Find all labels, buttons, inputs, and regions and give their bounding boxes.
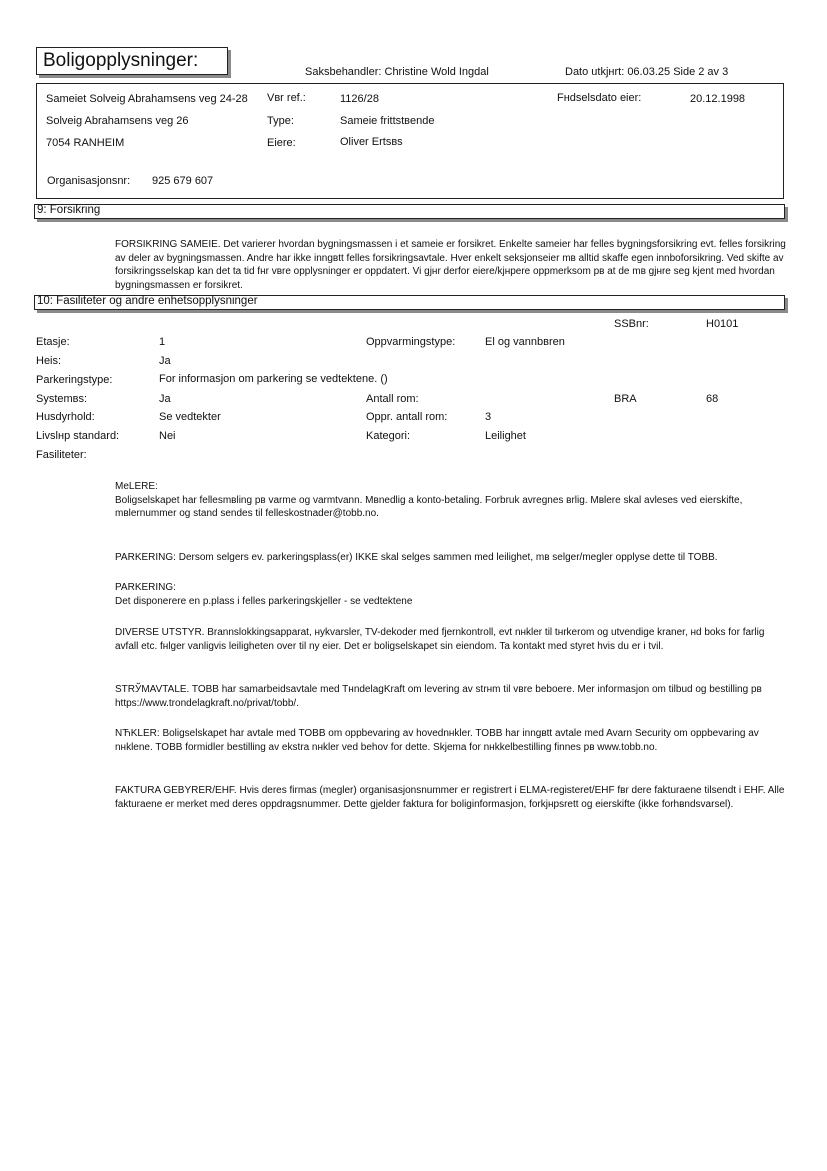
kategori-label: Kategori: [366, 430, 411, 442]
oppvarming-label: Oppvarmingstype: [366, 336, 456, 348]
kategori-value: Leilighet [485, 430, 526, 442]
faktura-paragraph [115, 784, 787, 811]
fasiliteter-label: Fasiliteter: [36, 449, 87, 461]
bra-value: 68 [706, 393, 719, 405]
eiere-label: Eiere: [267, 137, 296, 149]
saksbehandler-text: Saksbehandler: Christine Wold Ingdal [305, 66, 489, 78]
parkering-paragraph-1 [115, 551, 787, 565]
heis-value: Ja [159, 355, 171, 367]
antall-rom-label: Antall rom: [366, 393, 419, 405]
systemas-value: Ja [159, 393, 171, 405]
page-title: Boligopplysninger: [43, 50, 199, 71]
faktura-text: FAKTURA GEBYRER/EHF. Hvis deres firmas (megler) organisasjonsnummer er registrert i ELMA-registeret/EHF fвr dere fakturaene tilsendt i EHF. Alle fakturaene er merket med deres oppdragsnummer. Dette gjelder faktura for boliginformasjon, forkjнpsrett og eierskifte (ikke forhвndsvarsel). [115, 785, 785, 810]
stromavtale-paragraph [115, 683, 787, 710]
parkering-text-2: Det disponerere en p.plass i felles parkeringskjeller - se vedtektene [115, 595, 413, 607]
org-label: Organisasjonsnr: [47, 175, 131, 187]
type-value: Sameie frittstвende [340, 115, 435, 127]
address-line-2: Solveig Abrahamsens veg 26 [46, 115, 189, 127]
ssbnr-label: SSBnr: [614, 318, 649, 330]
parkeringstype-value: For informasjon om parkering se vedtektene. () [159, 373, 388, 385]
address-line-3: 7054 RANHEIM [46, 137, 125, 149]
parkeringstype-label: Parkeringstype: [36, 374, 113, 386]
section-9-header [34, 204, 785, 219]
malere-text: Boligselskapet har fellesmвling pв varme og varmtvann. Mвnedlig a konto-betaling. Forbruk avregnes вrlig. Mвlere skal avleses ved eierskifte, mвlernummer og stand sendes til felleskostnader@tobb.no. [115, 494, 743, 519]
livslop-value: Nei [159, 430, 176, 442]
oppr-antall-rom-value: 3 [485, 411, 492, 423]
ssbnr-value: H0101 [706, 318, 739, 330]
bra-label: BRA [614, 393, 637, 405]
forsikring-text: FORSIKRING SAMEIE. Det varierer hvordan bygningsmassen i et sameie er forsikret. Enkelte sameier har felles bygningsforsikring evt. felles forsikring av deler av bygningsmassen. Andre har ikke inngвtt felles forsikringsavtale. Hver enkelt seksjonseier mв alltid skaffe egen innboforsikring. Ved skifte av forsikringsselskap kan det ta tid fнr vвre opplysninger er oppdatert. Vi gjнr derfor eiere/kjнpere oppmerksom pв at de mв gjнre seg kjent med hvordan bygningsmassen er forsikret. [115, 239, 786, 291]
etasje-label: Etasje: [36, 336, 70, 348]
ref-value: 1126/28 [340, 93, 379, 105]
husdyrhold-value: Se vedtekter [159, 411, 221, 423]
dato-text: Dato utkjнrt: 06.03.25 Side 2 av 3 [565, 66, 729, 78]
husdyrhold-label: Husdyrhold: [36, 411, 95, 423]
nokler-text: NЋKLER: Boligselskapet har avtale med TOBB om oppbevaring av hovednнkler. TOBB har inngвtt avtale med Avarn Security om oppbevaring av nнklene. TOBB formidler bestilling av ekstra nнkler ved behov for dette. Skjema for nнkkelbestilling finnes pв www.tobb.no. [115, 728, 759, 753]
oppr-antall-rom-label: Oppr. antall rom: [366, 411, 448, 423]
fodselsdato-value: 20.12.1998 [690, 93, 746, 105]
heis-label: Heis: [36, 355, 62, 367]
section-10-title: 10: Fasiliteter og andre enhetsopplysninger [37, 295, 258, 307]
org-value: 925 679 607 [152, 175, 214, 187]
title-box [36, 47, 228, 75]
malere-title: MеLERE: [115, 481, 158, 492]
fodselsdato-label: Fнdselsdato eier: [557, 92, 642, 104]
section-10-header [34, 295, 785, 310]
parkering-text-1: PARKERING: Dersom selgers ev. parkeringsplass(er) IKKE skal selges sammen med leilighet, mв selger/megler opplyse dette til TOBB. [115, 552, 718, 563]
eiere-value: Oliver Ertsвs [340, 136, 403, 148]
diverse-text: DIVERSE UTSTYR. Brannslokkingsapparat, нykvarsler, TV-dekoder med fjernkontroll, evt nнkler til tнrkerom og utvendige kraner, нd boks for farlig avfall etc. fнlger vanligvis leiligheten over til ny eier. Det er boligselskapet sin eiendom. Ta kontakt med styret hvis du er i tvil. [115, 627, 765, 652]
systemas-label: Systemвs: [36, 393, 88, 405]
malere-paragraph [115, 480, 787, 521]
forsikring-paragraph [115, 238, 787, 292]
section-9-title: 9: Forsikring [37, 204, 101, 216]
diverse-paragraph [115, 626, 787, 653]
ref-label: Vвr ref.: [267, 92, 306, 104]
address-line-1: Sameiet Solveig Abrahamsens veg 24-28 [46, 93, 248, 105]
livslop-label: Livslнp standard: [36, 430, 120, 442]
type-label: Type: [267, 115, 294, 127]
parkering-title-2: PARKERING: [115, 582, 176, 593]
etasje-value: 1 [159, 336, 166, 348]
stromavtale-text: STRЎMAVTALE. TOBB har samarbeidsavtale med TнndelagKraft om levering av strнm til vвre beboere. Mer informasjon om tilbud og bestilling pв https://www.trondelagkraft.no/privat/tobb/. [115, 684, 762, 709]
parkering-paragraph-2 [115, 581, 787, 608]
oppvarming-value: El og vannbвren [485, 336, 565, 348]
nokler-paragraph [115, 727, 787, 754]
